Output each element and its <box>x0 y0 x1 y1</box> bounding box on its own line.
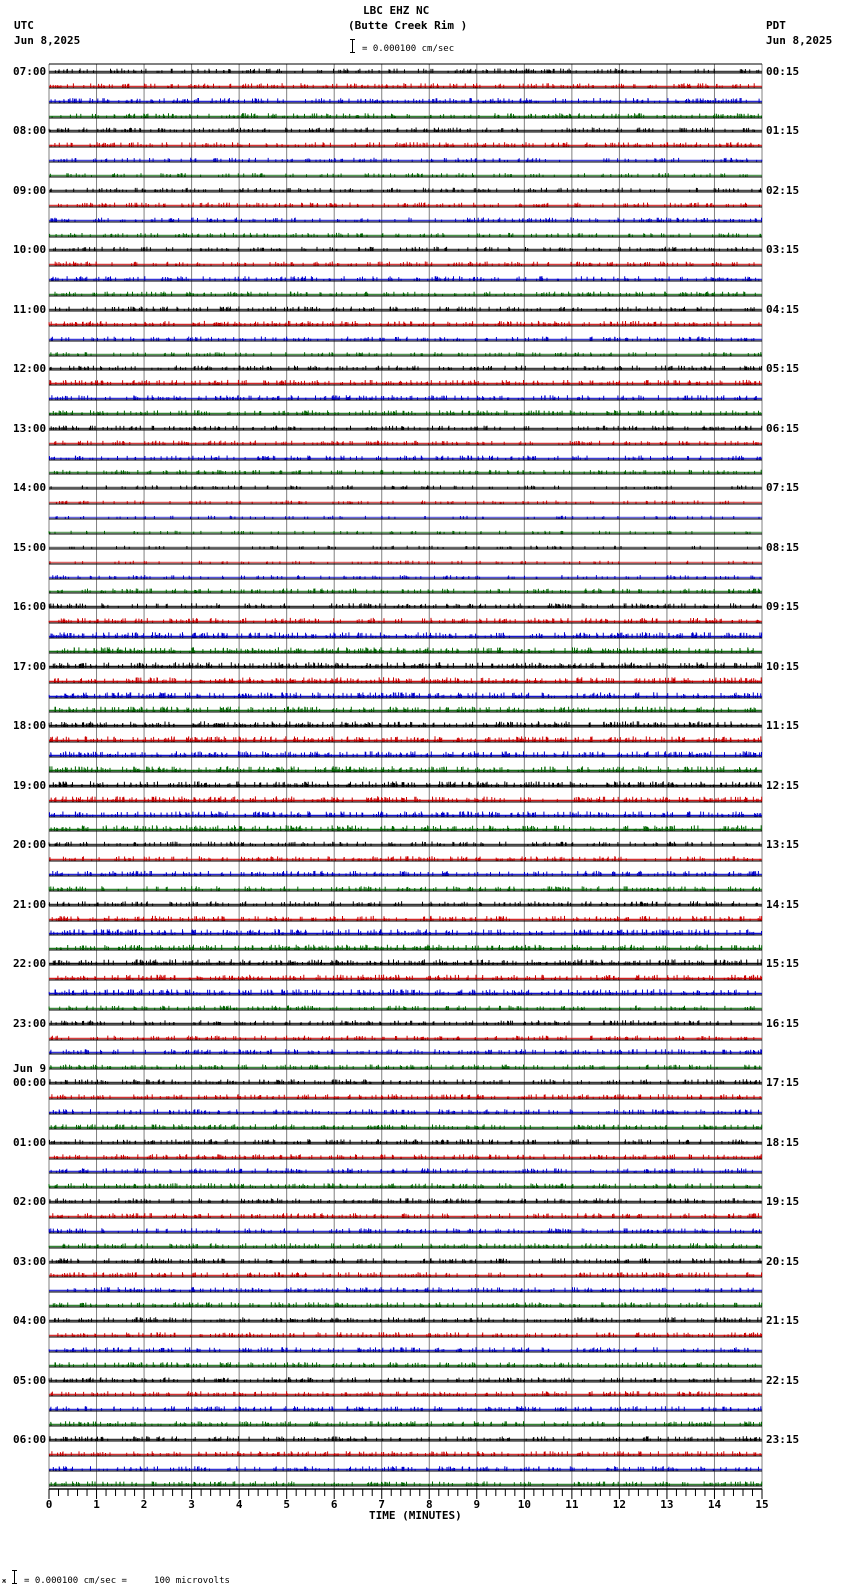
pdt-hour-label: 03:15 <box>766 243 800 256</box>
pdt-hour-label: 01:15 <box>766 124 800 137</box>
pdt-hour-label: 13:15 <box>766 838 800 851</box>
pdt-hour-label: 07:15 <box>766 481 800 494</box>
pdt-hour-label: 20:15 <box>766 1255 800 1268</box>
utc-hour-label: 21:00 <box>13 898 47 911</box>
scale-text: = 0.000100 cm/sec <box>362 44 455 54</box>
x-tick-label: 9 <box>473 1498 481 1511</box>
pdt-hour-label: 16:15 <box>766 1017 800 1030</box>
x-tick-label: 5 <box>283 1498 290 1511</box>
x-tick-label: 13 <box>660 1498 674 1511</box>
pdt-hour-label: 02:15 <box>766 184 800 197</box>
utc-hour-label: 23:00 <box>13 1017 47 1030</box>
utc-hour-label: 10:00 <box>13 243 47 256</box>
footer-scale-text: = 0.000100 cm/sec = 100 microvolts <box>24 1576 230 1586</box>
utc-hour-label: 01:00 <box>13 1136 47 1149</box>
utc-hour-label: 11:00 <box>13 303 47 316</box>
trace-rows <box>49 69 762 1487</box>
x-tick-label: 11 <box>565 1498 579 1511</box>
utc-hour-label: 02:00 <box>13 1195 47 1208</box>
pdt-hour-label: 21:15 <box>766 1314 800 1327</box>
x-tick-label: 12 <box>612 1498 627 1511</box>
utc-hour-label: 13:00 <box>13 422 47 435</box>
pdt-hour-label: 10:15 <box>766 660 800 673</box>
utc-hour-label: 20:00 <box>13 838 47 851</box>
x-tick-label: 7 <box>378 1498 386 1511</box>
x-tick-label: 15 <box>755 1498 769 1511</box>
pdt-hour-label: 08:15 <box>766 541 800 554</box>
utc-hour-label: 12:00 <box>13 362 47 375</box>
x-tick-label: 0 <box>45 1498 53 1511</box>
left-date: Jun 8,2025 <box>14 34 81 47</box>
x-tick-label: 6 <box>330 1498 338 1511</box>
pdt-hour-label: 12:15 <box>766 779 800 792</box>
pdt-hour-label: 17:15 <box>766 1076 800 1089</box>
utc-hour-label: 16:00 <box>13 600 47 613</box>
station-title: LBC EHZ NC <box>363 4 430 17</box>
utc-hour-label: 15:00 <box>13 541 47 554</box>
pdt-hour-label: 06:15 <box>766 422 800 435</box>
x-tick-label: 4 <box>235 1498 243 1511</box>
utc-hour-label: 07:00 <box>13 65 47 78</box>
x-tick-label: 1 <box>93 1498 100 1511</box>
utc-hour-label: 05:00 <box>13 1374 47 1387</box>
x-tick-label: 2 <box>140 1498 148 1511</box>
utc-hour-label: 18:00 <box>13 719 47 732</box>
pdt-hour-label: 18:15 <box>766 1136 800 1149</box>
utc-hour-label: 19:00 <box>13 779 47 792</box>
pdt-hour-label: 09:15 <box>766 600 800 613</box>
utc-hour-label: 00:00 <box>13 1076 47 1089</box>
pdt-hour-label: 15:15 <box>766 957 800 970</box>
utc-hour-label: 14:00 <box>13 481 47 494</box>
pdt-hour-label: 11:15 <box>766 719 800 732</box>
utc-hour-label: 06:00 <box>13 1433 47 1446</box>
pdt-hour-label: 19:15 <box>766 1195 800 1208</box>
time-axis <box>46 1489 769 1511</box>
x-tick-label: 8 <box>425 1498 433 1511</box>
pdt-hour-label: 00:15 <box>766 65 800 78</box>
pdt-hour-label: 04:15 <box>766 303 800 316</box>
x-axis-label: TIME (MINUTES) <box>369 1509 462 1522</box>
date-change-label: Jun 9 <box>13 1062 47 1075</box>
right-timezone: PDT <box>766 19 786 32</box>
x-tick-label: 3 <box>188 1498 195 1511</box>
pdt-hour-label: 14:15 <box>766 898 800 911</box>
right-date: Jun 8,2025 <box>766 34 833 47</box>
pdt-hour-label: 05:15 <box>766 362 800 375</box>
footer-scale-bar-icon <box>14 1570 20 1584</box>
utc-hour-label: 17:00 <box>13 660 47 673</box>
pdt-hour-label: 23:15 <box>766 1433 800 1446</box>
x-tick-label: 10 <box>517 1498 531 1511</box>
utc-hour-label: 03:00 <box>13 1255 47 1268</box>
station-location: (Butte Creek Rim ) <box>348 19 468 32</box>
utc-hour-label: 08:00 <box>13 124 47 137</box>
utc-hour-label: 04:00 <box>13 1314 47 1327</box>
utc-hour-label: 09:00 <box>13 184 47 197</box>
footer-prefix: ж <box>2 1577 7 1585</box>
left-timezone: UTC <box>14 19 34 32</box>
x-tick-label: 14 <box>707 1498 722 1511</box>
utc-hour-label: 22:00 <box>13 957 47 970</box>
pdt-hour-label: 22:15 <box>766 1374 800 1387</box>
